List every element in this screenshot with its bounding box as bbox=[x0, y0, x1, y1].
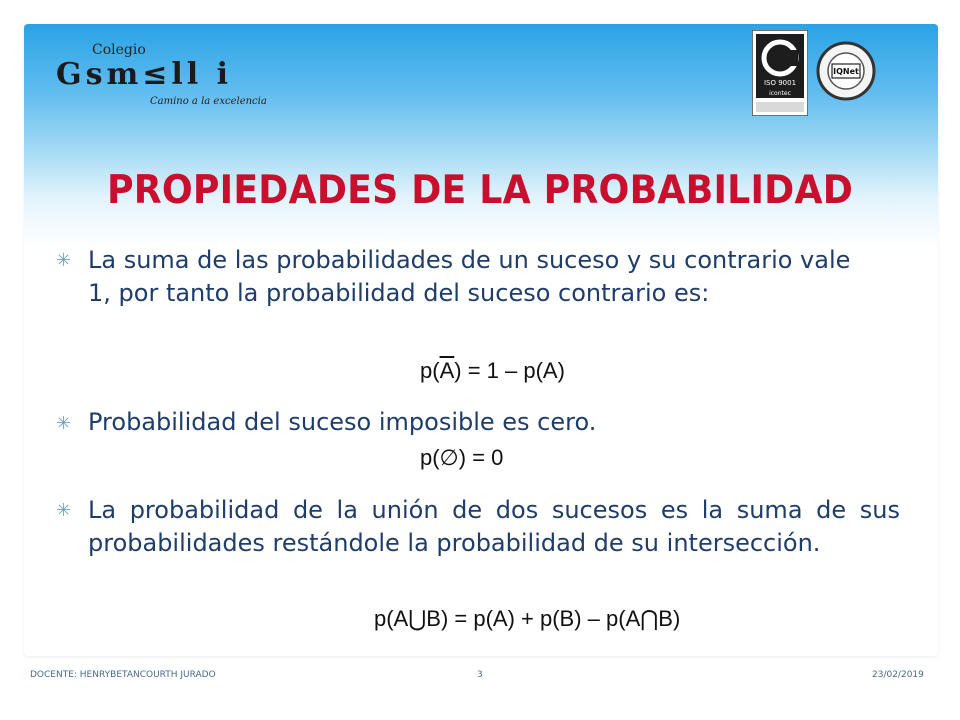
formula-complement-var: $\overline{A}$ bbox=[439, 358, 455, 383]
formula-complement bbox=[420, 358, 565, 384]
bullet-marker: ✳ bbox=[56, 413, 72, 434]
bullet-text-2: Probabilidad del suceso imposible es cero. bbox=[88, 408, 597, 436]
school-logo bbox=[50, 40, 280, 112]
bullet-marker: ✳ bbox=[56, 500, 72, 521]
logo-name-text: Gsm≤ll i bbox=[56, 57, 233, 92]
cert1-icontec-text: icontec bbox=[769, 90, 791, 97]
bullet-marker: ✳ bbox=[56, 250, 72, 271]
logo-tagline: Camino a la excelencia bbox=[150, 96, 267, 107]
bullet-text-3: La probabilidad de la unión de dos sucesos es la suma de sus probabilidades restándole la probabilidad de su intersección. bbox=[88, 496, 900, 557]
footer-author: DOCENTE: HENRYBETANCOURTH JURADO bbox=[30, 670, 216, 680]
footer-date: 23/02/2019 bbox=[872, 670, 924, 680]
footer-page-number: 3 bbox=[477, 670, 483, 680]
slide-panel bbox=[24, 24, 938, 656]
formula-impossible-event: p(∅) = 0 bbox=[420, 445, 504, 470]
slide-title: PROPIEDADES DE LA PROBABILIDAD bbox=[106, 168, 854, 213]
formula-complement-left: p( bbox=[420, 358, 440, 383]
logo-top-text: Colegio bbox=[92, 42, 146, 58]
cert1-iso-text: ISO 9001 bbox=[763, 79, 797, 87]
formula-complement-right: ) = 1 – p(A) bbox=[454, 358, 565, 383]
bullet-text-1: La suma de las probabilidades de un suceso y su contrario vale 1, por tanto la probabilidad del suceso contrario es: bbox=[88, 246, 851, 307]
iso-certification-badge bbox=[752, 30, 808, 116]
iqnet-certification-badge bbox=[816, 40, 876, 102]
formula-union: p(A⋃B) = p(A) + p(B) – p(A⋂B) bbox=[374, 606, 681, 631]
cert2-iqnet-text: IQNet bbox=[833, 67, 859, 76]
